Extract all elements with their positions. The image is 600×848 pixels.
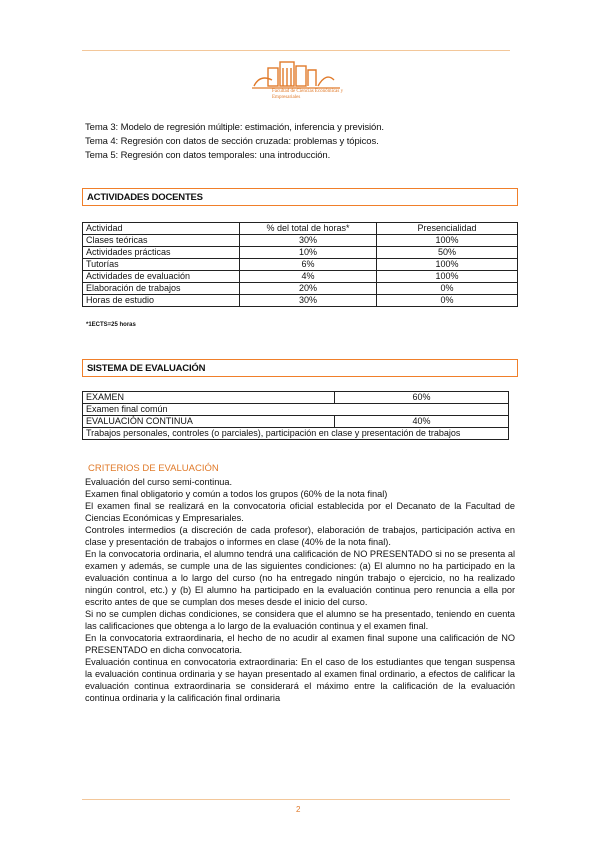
table-cell: 20% <box>240 283 377 295</box>
footer-rule <box>82 799 510 800</box>
faculty-logo-icon <box>250 58 342 110</box>
header-rule <box>82 50 510 51</box>
page-number: 2 <box>296 805 301 814</box>
table-cell: 6% <box>240 259 377 271</box>
topic-line: Tema 3: Modelo de regresión múltiple: estimación, inferencia y previsión. <box>85 122 384 133</box>
logo-text: Facultad de Ciencias Económicas y Empresariales <box>272 89 344 100</box>
table-header-cell: % del total de horas* <box>240 223 377 235</box>
criteria-title: CRITERIOS DE EVALUACIÓN <box>88 463 219 474</box>
criteria-paragraph: Evaluación del curso semi-continua. <box>85 477 233 487</box>
section-title: SISTEMA DE EVALUACIÓN <box>87 363 206 374</box>
table-cell: Actividades prácticas <box>83 247 240 259</box>
criteria-paragraph: Examen final obligatorio y común a todos los grupos (60% de la nota final) <box>85 489 388 499</box>
continuous-label: EVALUACIÓN CONTINUA <box>83 416 335 428</box>
criteria-paragraph: Evaluación continua en convocatoria extraordinaria: En el caso de los estudiantes que tengan suspensa la evaluación continua ordinaria y se hayan presentado al examen final ordinario, a efectos de calificar la evaluación continua extraordinaria se considerará el máximo entre la calificación de la evaluación continua ordinaria y la calificación final ordinaria <box>85 657 515 703</box>
evaluation-table <box>82 391 509 440</box>
table-cell: 100% <box>377 271 518 283</box>
continuous-weight: 40% <box>335 416 509 428</box>
table-cell: 4% <box>240 271 377 283</box>
table-cell: 30% <box>240 235 377 247</box>
table-header-cell: Actividad <box>83 223 240 235</box>
evaluation-section-header <box>82 359 518 377</box>
table-cell: Clases teóricas <box>83 235 240 247</box>
criteria-body <box>85 476 515 704</box>
table-cell: 0% <box>377 295 518 307</box>
table-cell: 100% <box>377 259 518 271</box>
topic-line: Tema 4: Regresión con datos de sección cruzada: problemas y tópicos. <box>85 136 379 147</box>
exam-weight: 60% <box>335 392 509 404</box>
activities-section-header <box>82 188 518 206</box>
table-cell: 0% <box>377 283 518 295</box>
section-title: ACTIVIDADES DOCENTES <box>87 192 203 203</box>
criteria-paragraph: En la convocatoria ordinaria, el alumno tendrá una calificación de NO PRESENTADO si no se presenta al examen y además, se cumple una de las siguientes condiciones: (a) El alumno no ha participado en la evaluación continua a lo largo del curso (no ha entregado ningún trabajo o ejercicio, no ha realizado ningún control, etc.) y (b) El alumno ha participado en la evaluación continua pero renuncia a ella por escrito antes de que se cumplan dos meses desde el inicio del curso. <box>85 549 515 607</box>
table-row <box>83 247 518 259</box>
table-cell: 10% <box>240 247 377 259</box>
table-row <box>83 235 518 247</box>
topic-line: Tema 5: Regresión con datos temporales: una introducción. <box>85 150 331 161</box>
criteria-paragraph: El examen final se realizará en la convocatoria oficial establecida por el Decanato de la Facultad de Ciencias Económicas y Empresariales. <box>85 501 515 523</box>
table-row <box>83 428 509 440</box>
table-cell: 100% <box>377 235 518 247</box>
table-cell: Elaboración de trabajos <box>83 283 240 295</box>
exam-description: Examen final común <box>83 404 509 416</box>
table-cell: Tutorías <box>83 259 240 271</box>
criteria-paragraph: En la convocatoria extraordinaria, el hecho de no acudir al examen final supone una calificación de NO PRESENTADO en dicha convocatoria. <box>85 633 515 655</box>
criteria-paragraph: Controles intermedios (a discreción de cada profesor), elaboración de trabajos, participación activa en clase y presentación de trabajos o informes en clase (40% de la nota final). <box>85 525 515 547</box>
table-row <box>83 404 509 416</box>
table-row <box>83 416 509 428</box>
table-cell: Actividades de evaluación <box>83 271 240 283</box>
ects-footnote: *1ECTS=25 horas <box>86 322 136 328</box>
table-row <box>83 283 518 295</box>
table-header-row <box>83 223 518 235</box>
table-row <box>83 295 518 307</box>
criteria-paragraph: Si no se cumplen dichas condiciones, se considera que el alumno se ha presentado, teniendo en cuenta las calificaciones que obtenga a lo largo de la evaluación continua y el examen final. <box>85 609 515 631</box>
table-row <box>83 259 518 271</box>
activities-table <box>82 222 518 307</box>
exam-label: EXAMEN <box>83 392 335 404</box>
table-row <box>83 392 509 404</box>
table-cell: 50% <box>377 247 518 259</box>
continuous-description: Trabajos personales, controles (o parciales), participación en clase y presentación de trabajos <box>83 428 509 440</box>
table-row <box>83 271 518 283</box>
table-header-cell: Presencialidad <box>377 223 518 235</box>
table-cell: Horas de estudio <box>83 295 240 307</box>
table-cell: 30% <box>240 295 377 307</box>
